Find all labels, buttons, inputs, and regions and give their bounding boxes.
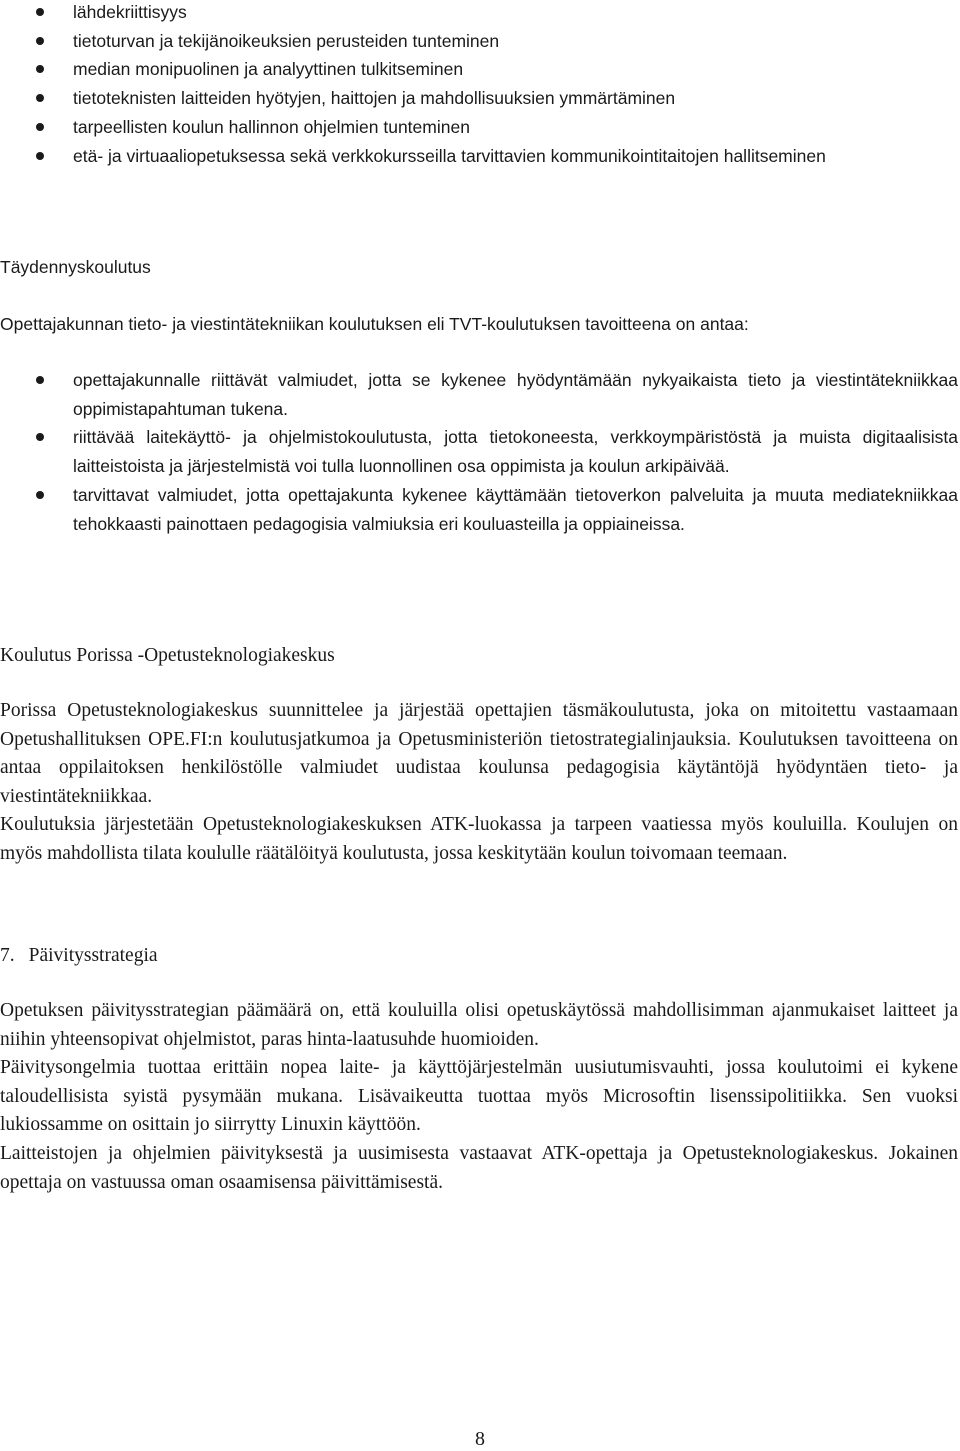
list-item: tietoturvan ja tekijänoikeuksien perusteiden tunteminen [0,27,958,56]
taydennys-intro [0,310,958,339]
list-item: tarpeellisten koulun hallinnon ohjelmien tunteminen [0,113,958,142]
paragraph: Koulutuksia järjestetään Opetusteknologiakeskuksen ATK-luokassa ja tarpeen vaatiessa myös kouluilla. Koulujen on myös mahdollista tilata koululle räätälöityä koulutusta, jossa keskitytään koulun toivomaan teemaan. [0,814,958,864]
list-item: opettajakunnalle riittävät valmiudet, jotta se kykenee hyödyntämään nykyaikaista tieto ja viestintätekniikkaa oppimistapahtuman tukena. [0,366,958,423]
section-heading [0,942,958,971]
bullet-icon [36,152,44,160]
list-item: etä- ja virtuaaliopetuksessa sekä verkkokursseilla tarvittavien kommunikointitaitojen hallitseminen [0,142,958,171]
list-item: tarvittavat valmiudet, jotta opettajakunta kykenee käyttämään tietoverkon palveluita ja muuta mediatekniikkaa tehokkaasti painottaen pedagogisia valmiuksia eri kouluasteilla ja oppiaineissa. [0,481,958,538]
paragraph: Päivitysongelmia tuottaa erittäin nopea laite- ja käyttöjärjestelmän uusiutumisvauhti, jossa koulutoimi ei kykene taloudellisista syistä pysymään mukana. Lisävaikeutta tuottaa myös Microsoftin lisenssipolitiikka. Sen vuoksi lukiossamme on osittain jo siirrytty Linuxin käyttöön. [0,1057,958,1136]
bullet-icon [36,123,44,131]
list-item: riittävää laitekäyttö- ja ohjelmistokoulutusta, jotta tietokoneesta, verkkoympäristöstä ja muista digitaalisista laitteistoista ja järjestelmistä voi tulla luonnollinen osa oppimista ja koulun arkipäivää. [0,423,958,480]
section-title: Päivitysstrategia [28,945,158,966]
paragraph: Opetuksen päivitysstrategian päämäärä on, että kouluilla olisi opetuskäytössä mahdollisimman ajanmukaiset laitteet ja niihin yhteensopivat ohjelmistot, paras hinta-laatusuhde huomioiden. [0,1000,958,1050]
taydennys-section [0,253,958,282]
bullet-icon [36,8,44,16]
section-heading: Koulutus Porissa -Opetusteknologiakeskus [0,645,335,666]
top-bullet-list [0,0,958,170]
pori-body [0,697,958,869]
list-item: lähdekriittisyys [0,0,958,27]
pori-section [0,642,958,671]
section-heading: Täydennyskoulutus [0,257,151,277]
intro-text: Opettajakunnan tieto- ja viestintätekniikan koulutuksen eli TVT-koulutuksen tavoitteena on antaa: [0,314,749,334]
bullet-icon [36,433,44,441]
list-item: median monipuolinen ja analyyttinen tulkitseminen [0,55,958,84]
paragraph: Laitteistojen ja ohjelmien päivityksestä ja uusimisesta vastaavat ATK-opettaja ja Opetusteknologiakeskus. Jokainen opettaja on vastuussa oman osaamisensa päivittämisestä. [0,1142,958,1193]
bullet-icon [36,65,44,73]
paivitys-section [0,942,958,971]
taydennys-bullet-list [0,366,958,538]
list-item: tietoteknisten laitteiden hyötyjen, haittojen ja mahdollisuuksien ymmärtäminen [0,84,958,113]
section-number: 7. [0,945,15,966]
bullet-icon [36,37,44,45]
bullet-icon [36,94,44,102]
paivitys-body [0,997,958,1197]
page-number: 8 [475,1428,485,1450]
paragraph: Porissa Opetusteknologiakeskus suunnittelee ja järjestää opettajien täsmäkoulutusta, joka on mitoitettu vastaamaan Opetushallituksen OPE.FI:n koulutusjatkumoa ja Opetusministeriön tietostrategialinjauksia. Koulutuksen tavoitteena on antaa oppilaitoksen henkilöstölle valmiudet uudistaa koulunsa pedagogisia käytäntöjä hyödyntäen tieto- ja viestintätekniikkaa. [0,700,958,807]
bullet-icon [36,376,44,384]
bullet-icon [36,491,44,499]
